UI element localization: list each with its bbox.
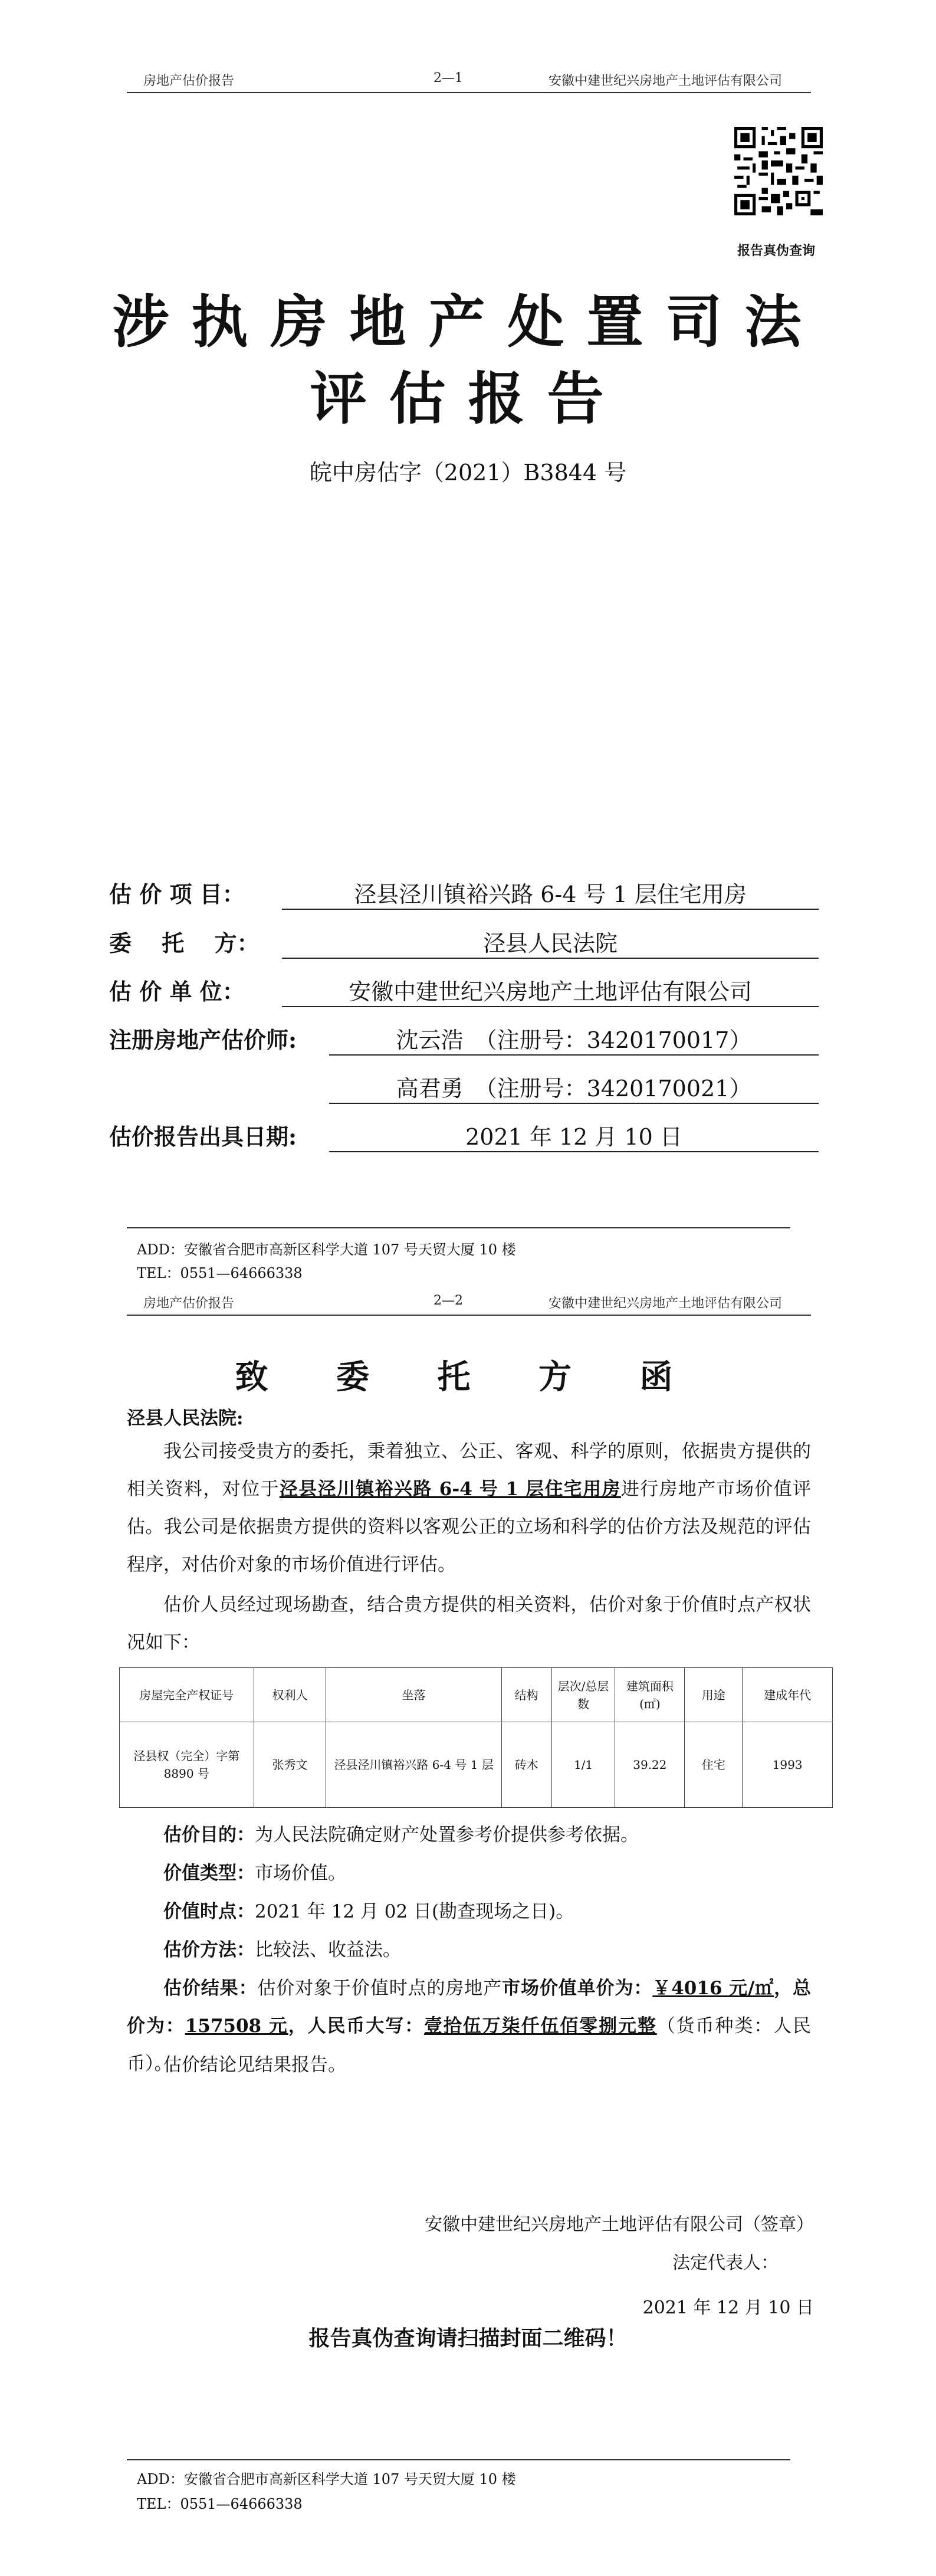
table-cell-usage: 住宅 — [685, 1722, 743, 1808]
table-header-structure: 结构 — [501, 1668, 551, 1722]
signature-date: 2021 年 12 月 10 日 — [642, 2298, 814, 2318]
value-date-label: 价值时点： — [163, 1901, 255, 1922]
page1-footer-address: ADD：安徽省合肥市高新区科学大道 107 号天贸大厦 10 楼 — [137, 1241, 516, 1258]
appraisers-label: 注册房地产估价师: — [109, 1027, 297, 1053]
page1-footer-rule — [127, 1227, 790, 1228]
table-cell-structure: 砖木 — [501, 1722, 551, 1808]
table-cell-owner: 张秀文 — [254, 1722, 326, 1808]
appraiser-2: 高君勇 （注册号：3420170021） — [329, 1070, 819, 1104]
result-bold-1: 市场价值单价为： — [502, 1978, 653, 1999]
client-value: 泾县人民法院 — [282, 925, 819, 959]
property-table-header-row — [120, 1668, 833, 1722]
signature-legal-rep: 法定代表人： — [672, 2253, 779, 2273]
qr-code — [734, 127, 823, 218]
page2-header-left: 房地产估价报告 — [143, 1296, 235, 1311]
table-header-area: 建筑面积(㎡) — [615, 1668, 685, 1722]
authenticity-notice: 报告真伪查询请扫描封面二维码！ — [308, 2326, 628, 2351]
method-label: 估价方法： — [163, 1939, 255, 1961]
page2-header-rule — [127, 1315, 811, 1316]
table-row — [120, 1722, 833, 1808]
table-header-location: 坐落 — [326, 1668, 501, 1722]
table-cell-cert: 泾县权（完全）字第 8890 号 — [120, 1722, 254, 1808]
purpose-value: 为人民法院确定财产处置参考价提供参考依据。 — [255, 1824, 639, 1846]
table-header-owner: 权利人 — [254, 1668, 326, 1722]
conclusion-line: 估价结论见结果报告。 — [163, 2054, 346, 2076]
page2-footer-address: ADD：安徽省合肥市高新区科学大道 107 号天贸大厦 10 楼 — [137, 2471, 516, 2487]
result-bold-3: ，人民币大写： — [288, 2015, 424, 2037]
client-label: 委 托 方： — [109, 930, 260, 956]
appraiser-unit-value: 安徽中建世纪兴房地产土地评估有限公司 — [282, 974, 819, 1007]
signature-company: 安徽中建世纪兴房地产土地评估有限公司（签章） — [425, 2214, 814, 2235]
page1-header-rule — [127, 92, 811, 93]
page1-header-left: 房地产估价报告 — [143, 74, 235, 89]
table-header-cert: 房屋完全产权证号 — [120, 1668, 254, 1722]
method-value: 比较法、收益法。 — [255, 1939, 401, 1961]
page2-header-page-number: 2—2 — [433, 1293, 463, 1308]
purpose-line — [163, 1816, 639, 1854]
report-title-line1: 涉执房地产处置司法 — [112, 289, 824, 355]
page1-header-page-number: 2—1 — [433, 71, 463, 86]
report-date-value: 2021 年 12 月 10 日 — [329, 1119, 819, 1152]
page2-footer-tel: TEL：0551—64666338 — [137, 2496, 303, 2512]
result-label: 估价结果： — [163, 1978, 258, 1999]
paragraph-1-text-a: 我公司接受贵方的委托，秉着独立、公正、客观、科学的原则，依据贵方提供的相关资料，对位于 — [127, 1441, 811, 1500]
appraiser-1: 沈云浩 （注册号：3420170017） — [329, 1022, 819, 1056]
value-type-label: 价值类型： — [163, 1863, 255, 1884]
paragraph-1 — [127, 1433, 811, 1584]
document-number: 皖中房估字（2021）B3844 号 — [309, 460, 627, 486]
qr-caption: 报告真伪查询 — [737, 243, 816, 258]
result-text-1: 估价对象于价值时点的房地产 — [257, 1978, 503, 1999]
property-address-emphasis: 泾县泾川镇裕兴路 6-4 号 1 层住宅用房 — [279, 1479, 621, 1500]
table-cell-area: 39.22 — [615, 1722, 685, 1808]
report-date-label: 估价报告出具日期: — [109, 1123, 297, 1150]
qr-code-icon — [734, 127, 823, 215]
value-type-line — [163, 1854, 346, 1892]
table-header-usage: 用途 — [685, 1668, 743, 1722]
page1-footer-tel: TEL：0551—64666338 — [137, 1265, 303, 1282]
page1-header-right: 安徽中建世纪兴房地产土地评估有限公司 — [549, 74, 783, 89]
result-unit-price: ￥4016 元/㎡ — [652, 1978, 774, 1999]
result-bold-2: ，总价为： — [127, 1978, 812, 2037]
value-type-value: 市场价值。 — [255, 1863, 346, 1884]
paragraph-2: 估价人员经过现场勘查，结合贵方提供的相关资料，估价对象于价值时点产权状况如下： — [127, 1594, 811, 1653]
report-title-line2: 评估报告 — [310, 365, 626, 432]
result-total-price: 157508 元 — [185, 2015, 288, 2037]
page2-header-right: 安徽中建世纪兴房地产土地评估有限公司 — [549, 1296, 783, 1311]
table-header-floor: 层次/总层数 — [551, 1668, 615, 1722]
property-table — [119, 1667, 833, 1808]
salutation: 泾县人民法院: — [127, 1408, 244, 1429]
project-label: 估 价 项 目： — [109, 881, 245, 907]
method-line — [163, 1931, 401, 1969]
value-date-line — [163, 1893, 574, 1931]
table-header-built-year: 建成年代 — [743, 1668, 833, 1722]
page2-footer-rule — [127, 2459, 790, 2460]
project-value: 泾县泾川镇裕兴路 6-4 号 1 层住宅用房 — [282, 876, 819, 910]
value-date-value: 2021 年 12 月 02 日(勘查现场之日)。 — [255, 1901, 574, 1922]
result-amount-words: 壹拾伍万柒仟伍佰零捌元整 — [424, 2015, 657, 2037]
table-cell-floor: 1/1 — [551, 1722, 615, 1808]
result-text-2: （货币种类：人民币）。 — [127, 2015, 812, 2074]
paragraph-1-text-b: 进行房地产市场价值评估。我公司是依据贵方提供的资料以客观公正的立场和科学的估价方法及规范的评估程序，对估价对象的市场价值进行评估。 — [127, 1479, 812, 1575]
table-cell-location: 泾县泾川镇裕兴路 6-4 号 1 层 — [326, 1722, 501, 1808]
purpose-label: 估价目的： — [163, 1824, 255, 1846]
letter-title: 致 委 托 方 函 — [235, 1358, 701, 1397]
appraiser-unit-label: 估 价 单 位： — [109, 978, 245, 1005]
table-cell-built-year: 1993 — [743, 1722, 833, 1808]
